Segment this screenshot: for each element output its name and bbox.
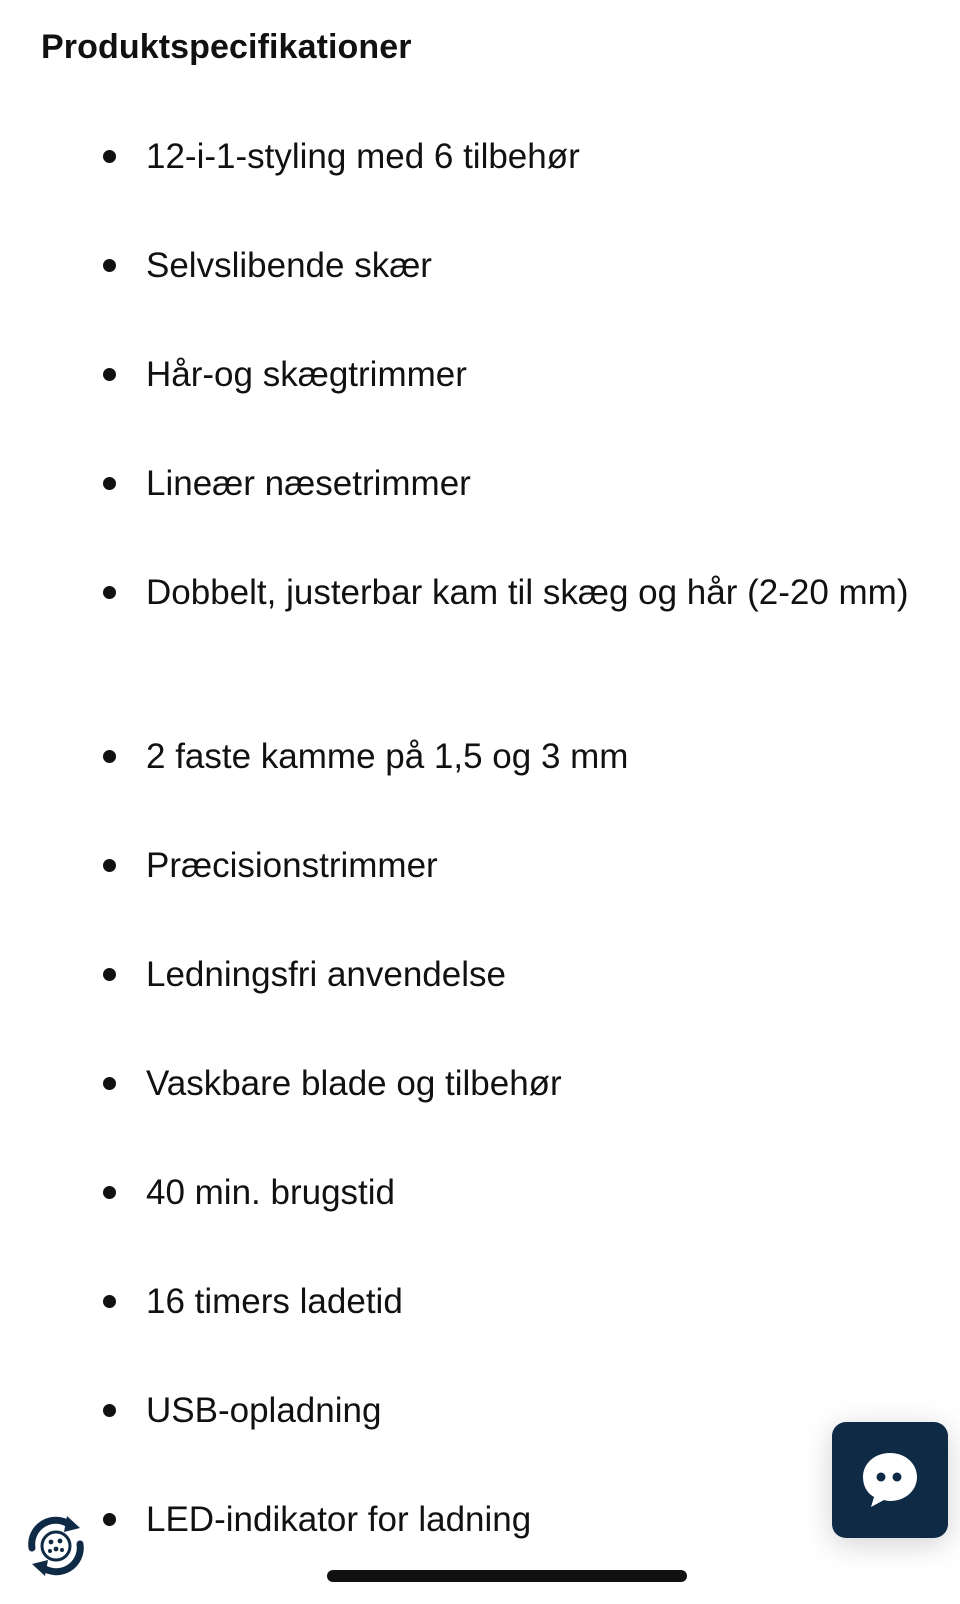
home-indicator	[327, 1570, 687, 1582]
list-item	[146, 130, 916, 183]
bullet-icon	[103, 1077, 116, 1090]
spec-text: Dobbelt, justerbar kam til skæg og hår (2-20 mm)	[146, 573, 909, 612]
spec-text: Ledningsfri anvendelse	[146, 955, 506, 994]
list-item	[146, 1275, 916, 1328]
spec-text: 12-i-1-styling med 6 tilbehør	[146, 137, 580, 176]
spec-text: USB-opladning	[146, 1391, 382, 1430]
bullet-icon	[103, 750, 116, 763]
chat-button[interactable]	[832, 1422, 948, 1538]
spec-text: Selvslibende skær	[146, 246, 432, 285]
recycle-badge[interactable]	[18, 1508, 94, 1584]
bullet-icon	[103, 859, 116, 872]
spec-text: 16 timers ladetid	[146, 1282, 403, 1321]
bullet-icon	[103, 1404, 116, 1417]
bullet-icon	[103, 1295, 116, 1308]
list-item	[146, 239, 916, 292]
chat-bubble-icon	[857, 1447, 923, 1513]
recycle-cycle-icon	[18, 1508, 94, 1584]
list-item	[146, 1057, 916, 1110]
bullet-icon	[103, 1186, 116, 1199]
spec-text: Vaskbare blade og tilbehør	[146, 1064, 562, 1103]
bullet-icon	[103, 150, 116, 163]
list-item	[146, 566, 916, 619]
list-item	[146, 730, 916, 783]
section-title: Produktspecifikationer	[41, 28, 412, 66]
list-item	[146, 839, 916, 892]
list-item	[146, 1493, 916, 1546]
list-item	[146, 1166, 916, 1219]
bullet-icon	[103, 368, 116, 381]
bullet-icon	[103, 477, 116, 490]
bullet-icon	[103, 259, 116, 272]
spec-text: Lineær næsetrimmer	[146, 464, 471, 503]
list-item	[146, 348, 916, 401]
list-item	[146, 948, 916, 1001]
bullet-icon	[103, 1513, 116, 1526]
spec-text: Præcisionstrimmer	[146, 846, 438, 885]
spec-text: LED-indikator for ladning	[146, 1500, 532, 1539]
spec-text: 40 min. brugstid	[146, 1173, 396, 1212]
bullet-icon	[103, 968, 116, 981]
list-item	[146, 1384, 916, 1437]
spec-text: 2 faste kamme på 1,5 og 3 mm	[146, 737, 629, 776]
spec-text: Hår-og skægtrimmer	[146, 355, 467, 394]
list-item	[146, 457, 916, 510]
bullet-icon	[103, 586, 116, 599]
